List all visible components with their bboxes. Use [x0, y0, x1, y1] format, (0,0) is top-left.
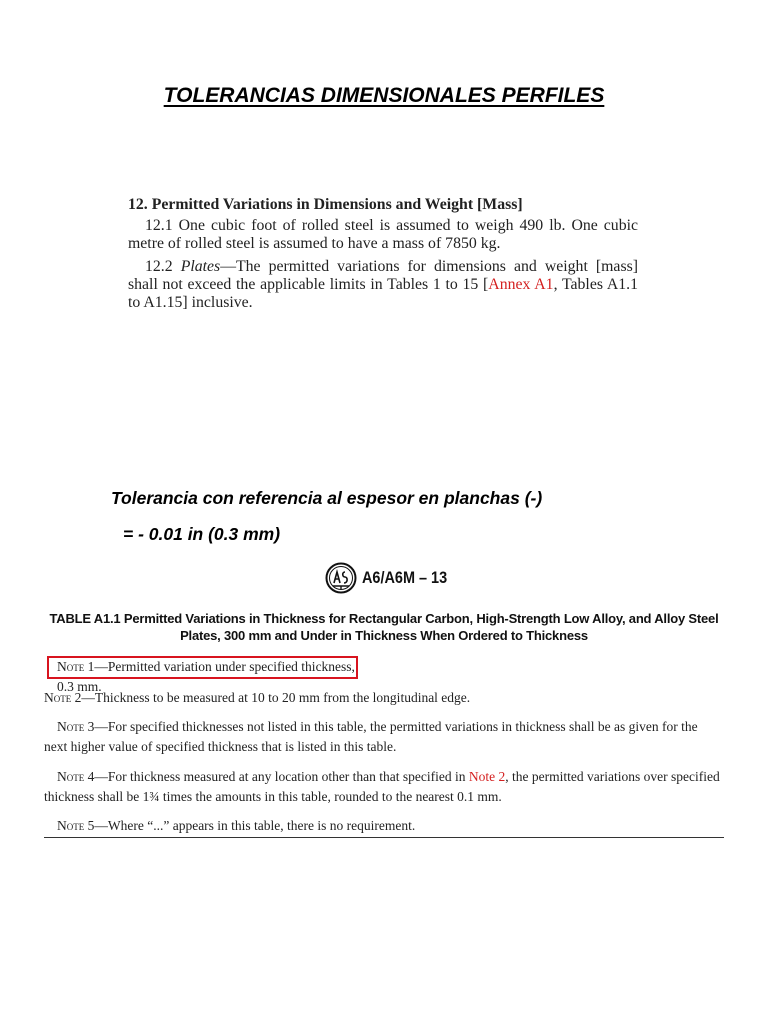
note-label: Note 3 — [57, 719, 95, 734]
table-note-2 — [44, 688, 724, 708]
para2-suffix: , Tables A1.1 to A1.15] inclusive. — [128, 276, 638, 311]
table-note-4 — [44, 767, 724, 807]
note-label: Note 2 — [44, 690, 82, 705]
table-note-3 — [44, 717, 724, 757]
note-text: —For specified thicknesses not listed in this table, the permitted variations in thickness shall be as given for the next higher value of specified thickness that is listed in this table. — [44, 719, 698, 754]
note-text: —Permitted variation under specified thickness, 0.3 mm. — [57, 659, 355, 694]
tolerance-description: Tolerancia con referencia al espesor en planchas (-) — [111, 488, 543, 508]
note-label: Note 1 — [57, 659, 95, 674]
page-title: TOLERANCIAS DIMENSIONALES PERFILES — [163, 84, 605, 107]
section-heading: 12. Permitted Variations in Dimensions and Weight [Mass] — [128, 196, 523, 213]
section-paragraph-12-1: 12.1 One cubic foot of rolled steel is assumed to weigh 490 lb. One cubic metre of rolled steel is assumed to have a mass of 7850 kg. — [128, 217, 638, 252]
table-caption: TABLE A1.1 Permitted Variations in Thickness for Rectangular Carbon, High-Strength Low Alloy, and Alloy Steel Plates, 300 mm and Under in Thickness When Ordered to Thickness — [49, 611, 719, 643]
astm-section-excerpt — [128, 196, 638, 317]
para2-mid: —The permitted variations for dimensions and weight [mass] shall not exceed the applicable limits in Tables 1 to 15 [ — [128, 258, 639, 293]
note-label: Note 5 — [57, 818, 95, 833]
note-text-before: —For thickness measured at any location other than that specified in — [94, 769, 469, 784]
standard-code: A6/A6M – 13 — [362, 568, 448, 587]
astm-logo-icon — [325, 562, 357, 594]
tolerance-value: = - 0.01 in (0.3 mm) — [123, 524, 281, 544]
table-divider-rule — [44, 837, 724, 838]
note-text-after: , the permitted variations over specified thickness shall be 1¾ times the amounts in this table, rounded to the nearest 0.1 mm. — [44, 769, 720, 804]
note-2-link[interactable]: Note 2 — [468, 769, 506, 784]
section-paragraph-12-2 — [128, 258, 638, 312]
standard-header — [325, 562, 462, 594]
note-label: Note 4 — [57, 769, 95, 784]
para2-italic: Plates — [180, 258, 221, 275]
table-note-5 — [44, 816, 724, 836]
note-text: —Thickness to be measured at 10 to 20 mm from the longitudinal edge. — [81, 690, 471, 705]
annex-a1-link[interactable]: Annex A1 — [488, 276, 554, 293]
para2-prefix: 12.2 — [145, 258, 181, 275]
note-text: —Where “...” appears in this table, there is no requirement. — [94, 818, 416, 833]
